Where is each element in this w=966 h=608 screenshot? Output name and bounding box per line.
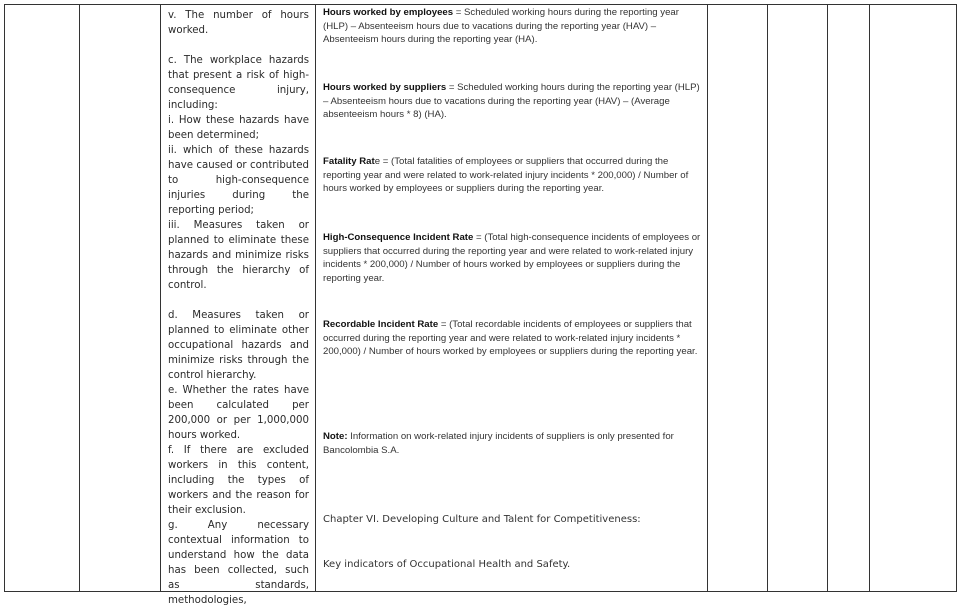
definition-term: Hours worked by suppliers xyxy=(323,82,447,93)
column-divider xyxy=(315,4,316,592)
definition-term: Hours worked by employees xyxy=(323,7,454,18)
requirement-f: f. If there are excluded workers in this content, including the types of workers and the reason for their exclusion. xyxy=(168,445,309,516)
key-indicators-reference: Key indicators of Occupational Health and Safety. xyxy=(323,559,571,570)
requirements-column xyxy=(168,8,309,608)
requirement-c-iii: iii. Measures taken or planned to eliminate these hazards and minimize risks through the hierarchy of control. xyxy=(168,220,309,291)
high-consequence-rate-definition xyxy=(323,231,703,285)
definition-text: = (Total high-consequence incidents of employees or suppliers that occurred during the reporting year and were related to work-related injury incidents * 200,000) / Number of hours worked by employees or suppliers during the reporting year. xyxy=(323,232,701,284)
column-divider xyxy=(767,4,768,592)
hours-suppliers-definition xyxy=(323,81,703,122)
column-divider xyxy=(79,4,80,592)
requirement-c: c. The workplace hazards that present a risk of high-consequence injury, including: xyxy=(168,55,309,111)
definition-text: = (Total fatalities of employees or suppliers that occurred during the reporting year and were related to work-related injury incidents * 200,000) / Number of hours worked by employees or suppliers during the reporting year. xyxy=(323,156,689,195)
definition-term: High-Consequence Incident Rate xyxy=(323,232,474,243)
note-label: Note: xyxy=(323,431,348,442)
definition-term-tail: e xyxy=(374,156,381,167)
requirement-d: d. Measures taken or planned to eliminate other occupational hazards and minimize risks through the control hierarchy. xyxy=(168,310,309,381)
requirement-v: v. The number of hours worked. xyxy=(168,10,309,36)
requirement-c-ii: ii. which of these hazards have caused or contributed to high-consequence injuries during the reporting period; xyxy=(168,145,309,216)
recordable-rate-definition xyxy=(323,318,703,359)
column-divider xyxy=(827,4,828,592)
column-divider xyxy=(869,4,870,592)
requirement-e: e. Whether the rates have been calculated per 200,000 or per 1,000,000 hours worked. xyxy=(168,385,309,441)
definition-text: = Scheduled working hours during the reporting year (HLP) – Absenteeism hours due to vacations during the reporting year (HAV) – (Average absenteeism hours * 8) (HA). xyxy=(323,82,700,121)
definition-term: Fatality Rat xyxy=(323,156,375,167)
definition-term: Recordable Incident Rate xyxy=(323,319,439,330)
column-divider xyxy=(707,4,708,592)
requirement-g: g. Any necessary contextual information to understand how the data has been collected, such as standards, methodologies, xyxy=(168,520,309,606)
definition-text: = (Total recordable incidents of employees or suppliers that occurred during the reporting year and were related to work-related injury incidents * 200,000) / Number of hours worked by employees or suppliers during the reporting year. xyxy=(323,319,698,358)
hours-employees-definition xyxy=(323,6,703,47)
definition-text: = Scheduled working hours during the reporting year (HLP) – Absenteeism hours due to vacations during the reporting year (HAV) – Absenteeism hours during the reporting year (HA). xyxy=(323,7,679,46)
requirement-c-i: i. How these hazards have been determined; xyxy=(168,115,309,141)
suppliers-note xyxy=(323,430,703,457)
chapter-reference: Chapter VI. Developing Culture and Talent for Competitiveness: xyxy=(323,514,641,525)
column-divider xyxy=(160,4,161,592)
fatality-rate-definition xyxy=(323,155,703,196)
note-text: Information on work-related injury incidents of suppliers is only presented for Bancolombia S.A. xyxy=(323,431,674,456)
